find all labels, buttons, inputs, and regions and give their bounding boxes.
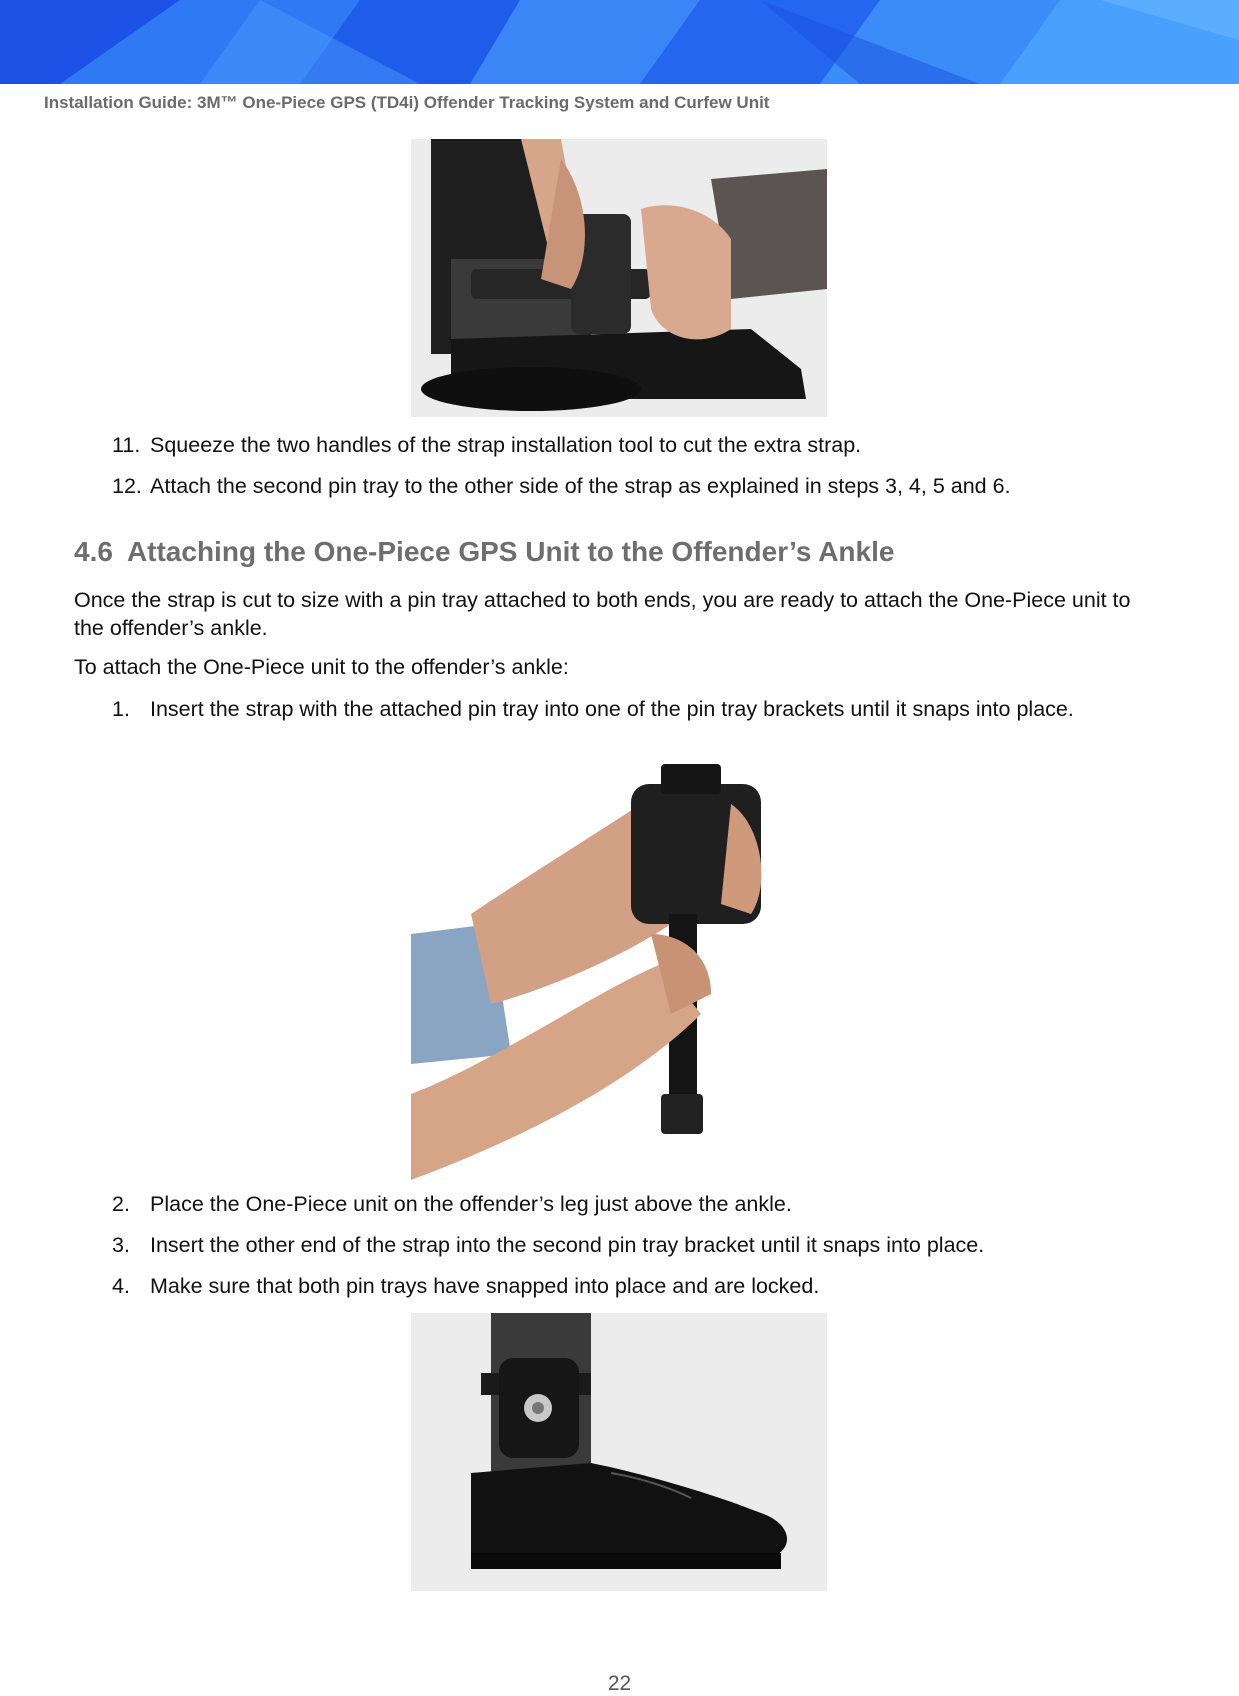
section-intro-paragraph: Once the strap is cut to size with a pin tray attached to both ends, you are ready to attach the One-Piece unit to the offender’s ankle. [74,588,1131,640]
step-number: 2. [112,1192,130,1216]
section-title: Attaching the One-Piece GPS Unit to the Offender’s Ankle [126,536,895,567]
step-number: 12. [112,474,142,498]
running-header-title: Installation Guide: 3M™ One-Piece GPS (TD4i) Offender Tracking System and Curfew Unit [44,93,770,112]
list-item-step-11 [112,431,861,459]
step-text: Attach the second pin tray to the other side of the strap as explained in steps 3, 4, 5 and 6. [150,474,1011,498]
photo-strap-cutting-tool [411,139,827,417]
photo-inserting-strap [411,764,827,1180]
photo-unit-on-ankle [411,1313,827,1591]
step-number: 11. [112,433,141,457]
list-item-step-4 [112,1272,819,1300]
page-number: 22 [607,1672,632,1695]
step-number: 3. [112,1233,130,1257]
step-text: Place the One-Piece unit on the offender’s leg just above the ankle. [150,1192,792,1216]
procedure-lead-in: To attach the One-Piece unit to the offender’s ankle: [74,655,569,679]
header-banner [0,0,1239,84]
step-number: 4. [112,1274,130,1298]
step-text: Insert the strap with the attached pin tray into one of the pin tray brackets until it snaps into place. [150,697,1074,721]
list-item-step-1 [112,695,1074,723]
step-number: 1. [112,697,130,721]
section-heading [74,536,894,568]
section-number: 4.6 [74,536,113,567]
list-item-step-2 [112,1190,792,1218]
list-item-step-3 [112,1231,984,1259]
step-text: Squeeze the two handles of the strap installation tool to cut the extra strap. [150,433,862,457]
banner-graphic [0,0,1239,84]
step-text: Make sure that both pin trays have snapped into place and are locked. [150,1274,820,1298]
step-text: Insert the other end of the strap into the second pin tray bracket until it snaps into place. [150,1233,985,1257]
list-item-step-12 [112,472,1011,500]
